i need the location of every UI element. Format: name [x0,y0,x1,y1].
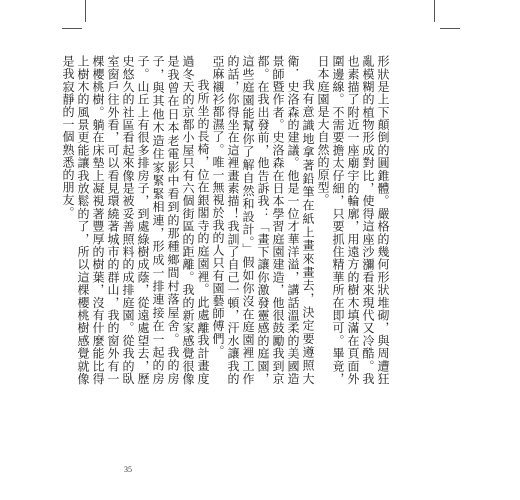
paragraph-3: 我所坐的長椅，位在銀閣寺的庭園裡。此處離我計畫度過冬天的京都小屋只有六個街區的距離。我的新家感覺很像是我曾在日本老電影中看到的那種鄉間村落屋舍。我的房子，與其他木造住家緊緊相連，形成一排連接在一起的房子。山丘上有很多排房子，到處綠樹成蔭，從遠處望去，歷史悠久的社區看起來像是被妥善照料的成排庭園。從我的臥室窗戶往外看，可以看見環繞著城市的群山，我的窗外有一棵櫻桃樹。躺在床墊上凝視著豐厚的樹葉，沒有什麼能比得上樹木的風景更能讓我放鬆的了，所以這棵櫻桃樹感覺就像是我寂靜的一個熟悉的朋友。 [61,55,210,385]
page-number: 35 [124,465,132,474]
crop-mark-top-left-horizontal [62,28,82,29]
body-text [61,55,390,385]
paragraph-2: 我有意識地拿著鉛筆在紙上畫來畫去，決定要遵照大衛．史洛森的建議。他是一位才華洋溢，講話溫柔的美國造景師暨作者。史洛森在日本學習庭園建造，他很鼓勵我到京都。在我出發前，他告訴我：「畫下讓你激發靈感的庭園，這些庭園能幫你了解自然和設計。」假如你沒在庭園裡工作的話，你得坐在這裡畫素描！我訓了自己一頓，汗水讓我的亞麻襯衫都濕了。唯一無視於我的人只有園藝師傅們。 [211,55,315,385]
crop-mark-top-right-vertical [434,0,435,22]
crop-mark-top-right-horizontal [440,28,460,29]
crop-mark-top-left-vertical [85,0,86,22]
paragraph-1: 形狀是上下顛倒的圓錐體。嚴格的幾何形狀堆砌，與周遭狂亂模糊的植物形成對比，使得這座沙瀰看來現代又冷酷。我也素描了附近一座廟宇的輪廓，用遠方的樹木填滿在頁面外圍邊線。不需要擔太仔細，只要抓住精華所在即可。畢竟，日本庭園是大自然的原型。 [316,55,390,385]
